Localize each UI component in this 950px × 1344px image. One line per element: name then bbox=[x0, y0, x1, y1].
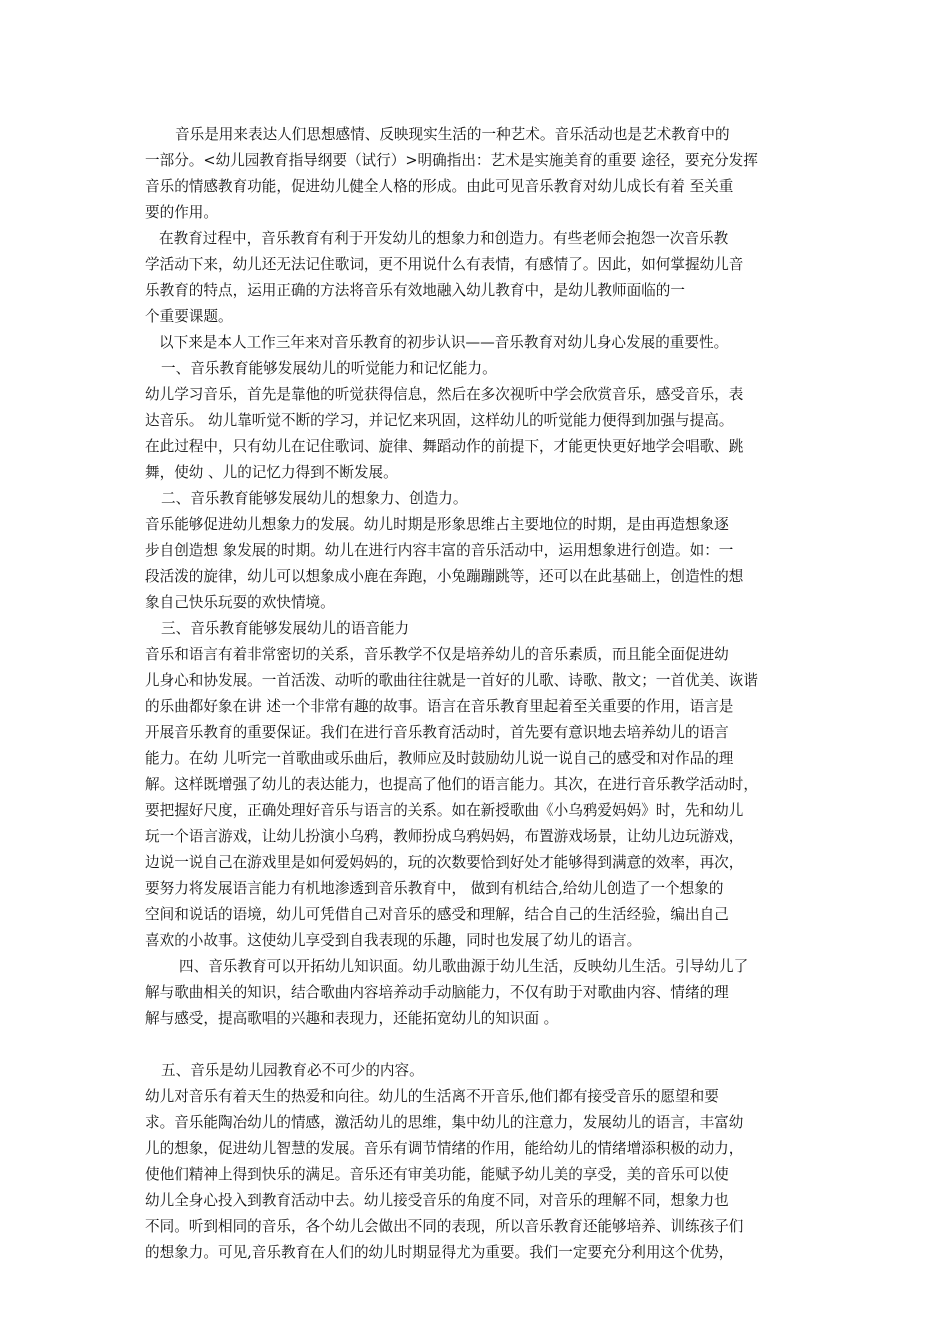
text-line: 使他们精神上得到快乐的满足。音乐还有审美功能，能赋予幼儿美的享受，美的音乐可以使 bbox=[145, 1166, 729, 1183]
text-line: 不同。听到相同的音乐，各个幼儿会做出不同的表现，所以音乐教育还能够培养、训练孩子们 bbox=[145, 1218, 744, 1235]
text-line: 解与歌曲相关的知识，结合歌曲内容培养动手动脑能力，不仅有助于对歌曲内容、情绪的理 bbox=[145, 984, 729, 1001]
section-heading: 四、音乐教育可以开拓幼儿知识面。幼儿歌曲源于幼儿生活，反映幼儿生活。引导幼儿了 bbox=[179, 958, 749, 975]
text-line: 音乐和语言有着非常密切的关系，音乐教学不仅是培养幼儿的音乐素质，而且能全面促进幼 bbox=[145, 646, 729, 663]
text-line: 喜欢的小故事。这使幼儿享受到自我表现的乐趣，同时也发展了幼儿的语言。 bbox=[145, 932, 642, 949]
text-line: 乐教育的特点，运用正确的方法将音乐有效地融入幼儿教育中，是幼儿教师面临的一 bbox=[145, 282, 685, 299]
text-line: 步自创造想 象发展的时期。幼儿在进行内容丰富的音乐活动中，运用想象进行创造。如：一 bbox=[145, 542, 734, 559]
section-heading: 三、音乐教育能够发展幼儿的语音能力 bbox=[161, 620, 410, 637]
text-line: 解与感受，提高歌唱的兴趣和表现力，还能拓宽幼儿的知识面 。 bbox=[145, 1010, 559, 1027]
text-line: 音乐能够促进幼儿想象力的发展。幼儿时期是形象思维占主要地位的时期，是由再造想象逐 bbox=[145, 516, 729, 533]
text-line: 求。音乐能陶冶幼儿的情感，激活幼儿的思维，集中幼儿的注意力，发展幼儿的语言，丰富幼 bbox=[145, 1114, 744, 1131]
text-line: 儿身心和协发展。一首活泼、动听的歌曲往往就是一首好的儿歌、诗歌、散文；一首优美、诙谐 bbox=[145, 672, 758, 689]
text-line: 儿的想象，促进幼儿智慧的发展。音乐有调节情绪的作用，能给幼儿的情绪增添积极的动力， bbox=[145, 1140, 744, 1157]
text-line: 要的作用。 bbox=[145, 204, 218, 221]
text-line: 边说一说自己在游戏里是如何爱妈妈的，玩的次数要恰到好处才能够得到满意的效率，再次， bbox=[145, 854, 744, 871]
text-line: 个重要课题。 bbox=[145, 308, 233, 325]
text-line: 舞，使幼 、儿的记忆力得到不断发展。 bbox=[145, 464, 398, 481]
text-line: 空间和说话的语境，幼儿可凭借自己对音乐的感受和理解，结合自己的生活经验，编出自己 bbox=[145, 906, 729, 923]
text-line: 幼儿全身心投入到教育活动中去。幼儿接受音乐的角度不同，对音乐的理解不同，想象力也 bbox=[145, 1192, 729, 1209]
text-line: 学活动下来，幼儿还无法记住歌词，更不用说什么有表情，有感情了。因此，如何掌握幼儿音 bbox=[145, 256, 744, 273]
text-line: 解。这样既增强了幼儿的表达能力，也提高了他们的语言能力。其次，在进行音乐教学活动时， bbox=[145, 776, 758, 793]
text-line: 象自己快乐玩耍的欢快情境。 bbox=[145, 594, 335, 611]
text-line: 在教育过程中，音乐教育有利于开发幼儿的想象力和创造力。有些老师会抱怨一次音乐教 bbox=[159, 230, 729, 247]
text-line: 一部分。<幼儿园教育指导纲要（试行）>明确指出：艺术是实施美育的重要 途径，要充分发挥 bbox=[145, 152, 758, 169]
text-line: 以下来是本人工作三年来对音乐教育的初步认识——音乐教育对幼儿身心发展的重要性。 bbox=[159, 334, 729, 351]
text-line: 在此过程中，只有幼儿在记住歌词、旋律、舞蹈动作的前提下，才能更快更好地学会唱歌、跳 bbox=[145, 438, 744, 455]
text-line: 玩一个语言游戏，让幼儿扮演小乌鸦，教师扮成乌鸦妈妈，布置游戏场景，让幼儿边玩游戏， bbox=[145, 828, 744, 845]
paragraph-gap bbox=[145, 1032, 815, 1058]
text-line: 幼儿学习音乐，首先是靠他的听觉获得信息，然后在多次视听中学会欣赏音乐，感受音乐，表 bbox=[145, 386, 744, 403]
text-line: 段活泼的旋律，幼儿可以想象成小鹿在奔跑，小兔蹦蹦跳等，还可以在此基础上，创造性的想 bbox=[145, 568, 744, 585]
text-line: 幼儿对音乐有着天生的热爱和向往。幼儿的生活离不开音乐,他们都有接受音乐的愿望和要 bbox=[145, 1088, 719, 1105]
text-line: 的乐曲都好象在讲 述一个非常有趣的故事。语言在音乐教育里起着至关重要的作用，语言是 bbox=[145, 698, 734, 715]
text-line: 要把握好尺度，正确处理好音乐与语言的关系。如在新授歌曲《小乌鸦爱妈妈》时，先和幼儿 bbox=[145, 802, 744, 819]
section-heading: 二、音乐教育能够发展幼儿的想象力、创造力。 bbox=[161, 490, 468, 507]
text-line: 的想象力。可见,音乐教育在人们的幼儿时期显得尤为重要。我们一定要充分利用这个优势， bbox=[145, 1244, 734, 1261]
text-line: 音乐的情感教育功能，促进幼儿健全人格的形成。由此可见音乐教育对幼儿成长有着 至关重 bbox=[145, 178, 734, 195]
text-line: 音乐是用来表达人们思想感情、反映现实生活的一种艺术。音乐活动也是艺术教育中的 bbox=[175, 126, 730, 143]
text-line: 达音乐。 幼儿靠听觉不断的学习，并记忆来巩固，这样幼儿的听觉能力便得到加强与提高。 bbox=[145, 412, 734, 429]
section-heading: 五、音乐是幼儿园教育必不可少的内容。 bbox=[161, 1062, 424, 1079]
text-line: 能力。在幼 儿听完一首歌曲或乐曲后，教师应及时鼓励幼儿说一说自己的感受和对作品的理 bbox=[145, 750, 734, 767]
section-heading: 一、音乐教育能够发展幼儿的听觉能力和记忆能力。 bbox=[161, 360, 497, 377]
text-line: 开展音乐教育的重要保证。我们在进行音乐教育活动时，首先要有意识地去培养幼儿的语言 bbox=[145, 724, 729, 741]
document-body bbox=[145, 122, 815, 1266]
text-line: 要努力将发展语言能力有机地渗透到音乐教育中， 做到有机结合,给幼儿创造了一个想象的 bbox=[145, 880, 724, 897]
